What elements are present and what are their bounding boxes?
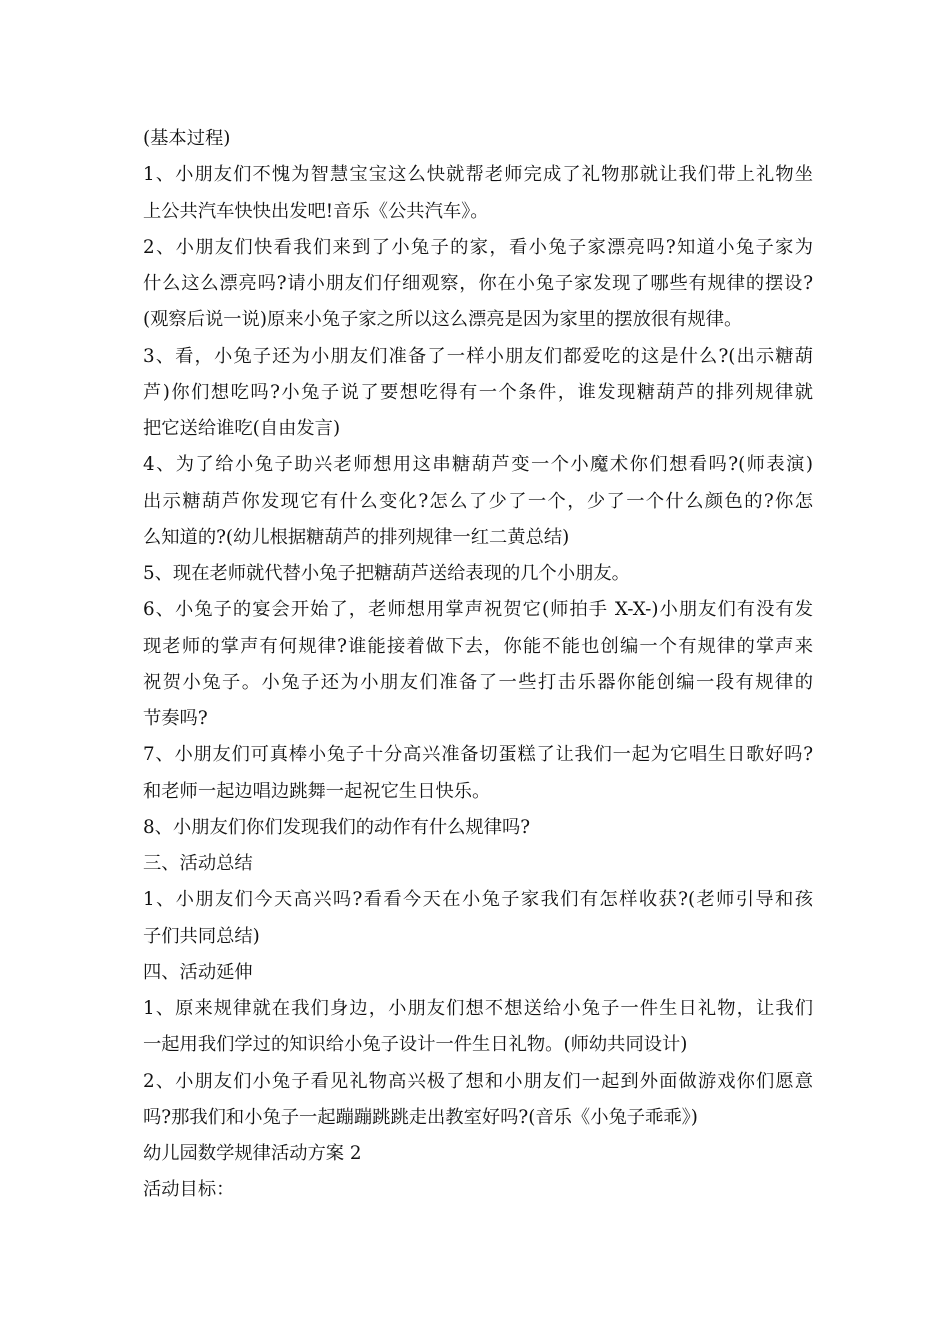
text-line: 5、现在老师就代替小兔子把糖葫芦送给表现的几个小朋友。 [143, 563, 630, 584]
text-line: 把它送给谁吃(自由发言) [143, 418, 341, 439]
text-line: 四、活动延伸 [143, 961, 253, 983]
text-line: 7、小朋友们可真棒小兔子十分高兴准备切蛋糕了让我们一起为它唱生日歌好吗? [143, 744, 813, 766]
text-line: 幼儿园数学规律活动方案 2 [143, 1143, 362, 1164]
text-line: 芦)你们想吃吗?小兔子说了要想吃得有一个条件，谁发现糖葫芦的排列规律就 [143, 381, 813, 403]
text-line: 么知道的?(幼儿根据糖葫芦的排列规律一红二黄总结) [143, 526, 570, 548]
text-line: (基本过程) [143, 128, 231, 149]
text-line: (观察后说一说)原来小兔子家之所以这么漂亮是因为家里的摆放很有规律。 [143, 309, 743, 331]
text-line: 1、小朋友们不愧为智慧宝宝这么快就帮老师完成了礼物那就让我们带上礼物坐 [143, 164, 813, 186]
text-line: 活动目标： [143, 1179, 235, 1201]
text-line: 3、看，小兔子还为小朋友们准备了一样小朋友们都爱吃的这是什么?(出示糖葫 [143, 345, 813, 367]
text-line: 什么这么漂亮吗?请小朋友们仔细观察，你在小兔子家发现了哪些有规律的摆设? [143, 273, 813, 294]
text-line: 4、为了给小兔子助兴老师想用这串糖葫芦变一个小魔术你们想看吗?(师表演) [143, 454, 813, 476]
text-line: 和老师一起边唱边跳舞一起祝它生日快乐。 [143, 780, 491, 802]
text-line: 2、小朋友们小兔子看见礼物高兴极了想和小朋友们一起到外面做游戏你们愿意 [143, 1070, 813, 1092]
text-line: 祝贺小兔子。小兔子还为小朋友们准备了一些打击乐器你能创编一段有规律的 [143, 671, 813, 693]
text-line: 8、小朋友们你们发现我们的动作有什么规律吗? [143, 816, 531, 838]
text-line: 吗?那我们和小兔子一起蹦蹦跳跳走出教室好吗?(音乐《小兔子乖乖》) [143, 1106, 698, 1128]
text-line: 6、小兔子的宴会开始了，老师想用掌声祝贺它(师拍手 X-X-)小朋友们有没有发 [143, 599, 813, 621]
text-line: 2、小朋友们快看我们来到了小兔子的家，看小兔子家漂亮吗?知道小兔子家为 [143, 236, 813, 258]
text-line: 子们共同总结) [143, 925, 260, 947]
document-page [143, 121, 813, 1209]
text-line: 节奏吗? [143, 708, 208, 729]
text-line: 现老师的掌声有何规律?谁能接着做下去，你能不能也创编一个有规律的掌声来 [143, 635, 813, 657]
text-line: 出示糖葫芦你发现它有什么变化?怎么了少了一个，少了一个什么颜色的?你怎 [143, 490, 813, 512]
text-line: 1、小朋友们今天高兴吗?看看今天在小兔子家我们有怎样收获?(老师引导和孩 [143, 889, 813, 911]
text-line: 1、原来规律就在我们身边，小朋友们想不想送给小兔子一件生日礼物，让我们 [143, 998, 813, 1019]
text-line: 三、活动总结 [143, 853, 253, 874]
text-line: 上公共汽车快快出发吧!音乐《公共汽车》。 [143, 200, 489, 222]
text-line: 一起用我们学过的知识给小兔子设计一件生日礼物。(师幼共同设计) [143, 1034, 688, 1056]
